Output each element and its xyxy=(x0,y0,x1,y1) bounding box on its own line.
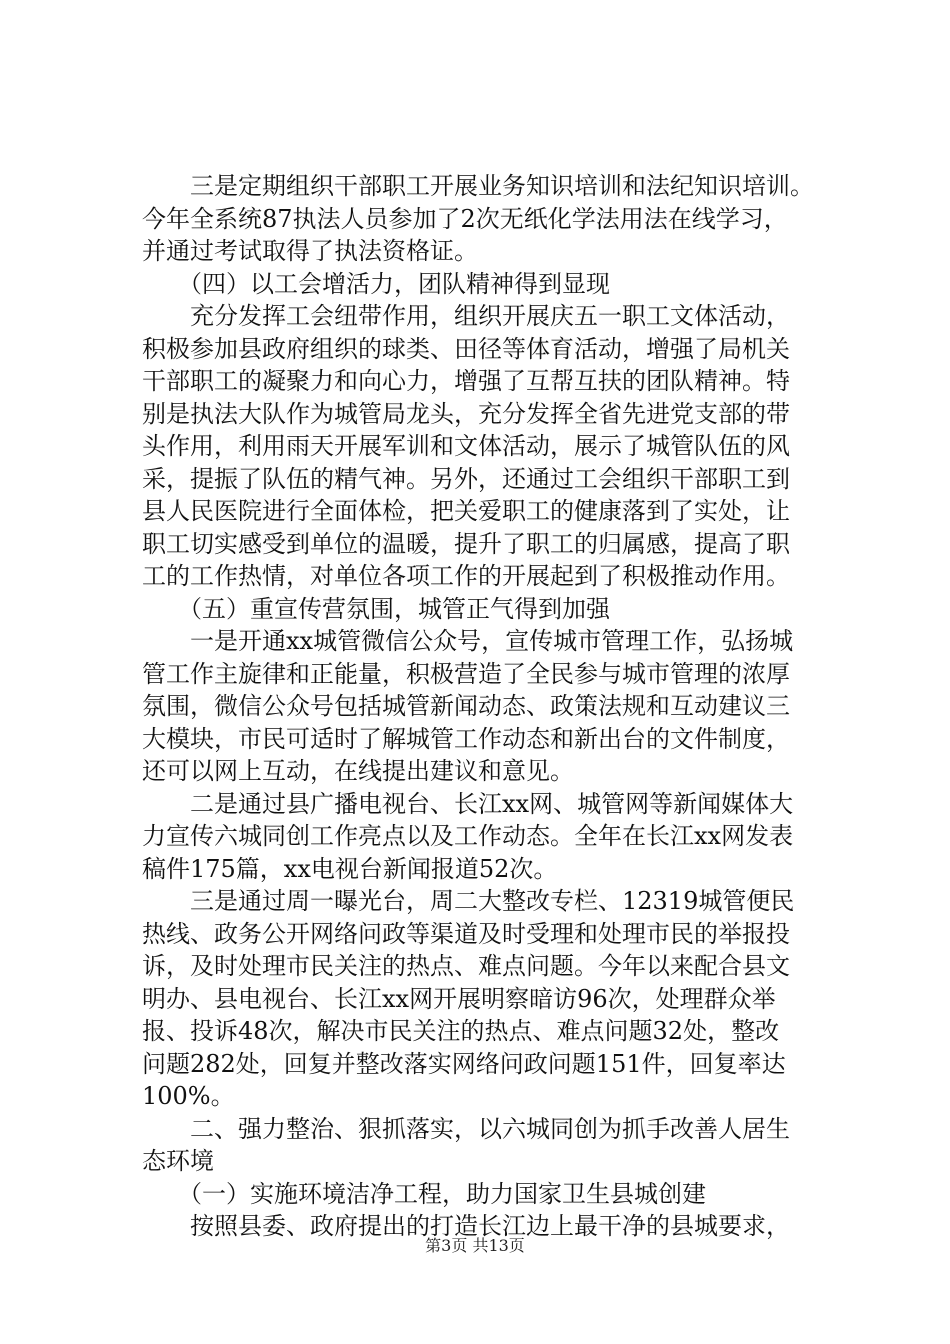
document-body xyxy=(142,170,828,1243)
text-line: 氛围，微信公众号包括城管新闻动态、政策法规和互动建议三 xyxy=(142,692,790,720)
text-line: （四）以工会增活力，团队精神得到显现 xyxy=(178,269,610,298)
text-line: 报、投诉48次，解决市民关注的热点、难点问题32处，整改 xyxy=(142,1017,780,1045)
text-line: 态环境 xyxy=(142,1147,214,1175)
text-line: 明办、县电视台、长江xx网开展明察暗访96次，处理群众举 xyxy=(142,984,776,1013)
text-line: 管工作主旋律和正能量，积极营造了全民参与城市管理的浓厚 xyxy=(142,659,790,688)
text-line: 干部职工的凝聚力和向心力，增强了互帮互扶的团队精神。特 xyxy=(142,367,790,395)
text-line: （五）重宣传营氛围，城管正气得到加强 xyxy=(178,594,610,623)
text-line: 并通过考试取得了执法资格证。 xyxy=(142,237,478,265)
page-footer: 第3页 共13页 xyxy=(425,1236,525,1255)
text-line: 今年全系统87执法人员参加了2次无纸化学法用法在线学习， xyxy=(142,204,788,233)
text-line: 按照县委、政府提出的打造长江边上最干净的县城要求， xyxy=(190,1212,790,1240)
text-line: 问题282处，回复并整改落实网络问政问题151件，回复率达 xyxy=(142,1049,786,1078)
text-line: 三是定期组织干部职工开展业务知识培训和法纪知识培训。 xyxy=(190,172,814,200)
text-line: 力宣传六城同创工作亮点以及工作动态。全年在长江xx网发表 xyxy=(142,822,794,850)
text-line: 采，提振了队伍的精气神。另外，还通过工会组织干部职工到 xyxy=(142,464,790,493)
text-line: 诉，及时处理市民关注的热点、难点问题。今年以来配合县文 xyxy=(142,952,790,980)
text-line: 大模块，市民可适时了解城管工作动态和新出台的文件制度， xyxy=(142,724,790,753)
text-line: 还可以网上互动，在线提出建议和意见。 xyxy=(142,757,574,785)
text-line: 积极参加县政府组织的球类、田径等体育活动，增强了局机关 xyxy=(142,334,790,363)
text-lines xyxy=(142,170,828,1243)
text-line: 三是通过周一曝光台，周二大整改专栏、12319城管便民 xyxy=(190,887,795,915)
text-line: 热线、政务公开网络问政等渠道及时受理和处理市民的举报投 xyxy=(142,919,790,948)
text-line: 职工切实感受到单位的温暖，提升了职工的归属感，提高了职 xyxy=(142,529,790,558)
text-line: 工的工作热情，对单位各项工作的开展起到了积极推动作用。 xyxy=(142,562,790,590)
text-line: 二、强力整治、狠抓落实，以六城同创为抓手改善人居生 xyxy=(190,1114,790,1143)
text-line: 一是开通xx城管微信公众号，宣传城市管理工作，弘扬城 xyxy=(190,627,794,655)
text-line: 稿件175篇，xx电视台新闻报道52次。 xyxy=(142,854,558,883)
text-line: 充分发挥工会纽带作用，组织开展庆五一职工文体活动， xyxy=(190,302,790,330)
text-line: （一）实施环境洁净工程，助力国家卫生县城创建 xyxy=(178,1179,706,1208)
text-line: 100%。 xyxy=(142,1082,235,1110)
text-line: 别是执法大队作为城管局龙头，充分发挥全省先进党支部的带 xyxy=(142,399,790,428)
text-line: 县人民医院进行全面体检，把关爱职工的健康落到了实处，让 xyxy=(142,497,790,525)
text-line: 二是通过县广播电视台、长江xx网、城管网等新闻媒体大 xyxy=(190,789,794,818)
text-line: 头作用，利用雨天开展军训和文体活动，展示了城管队伍的风 xyxy=(142,432,790,460)
